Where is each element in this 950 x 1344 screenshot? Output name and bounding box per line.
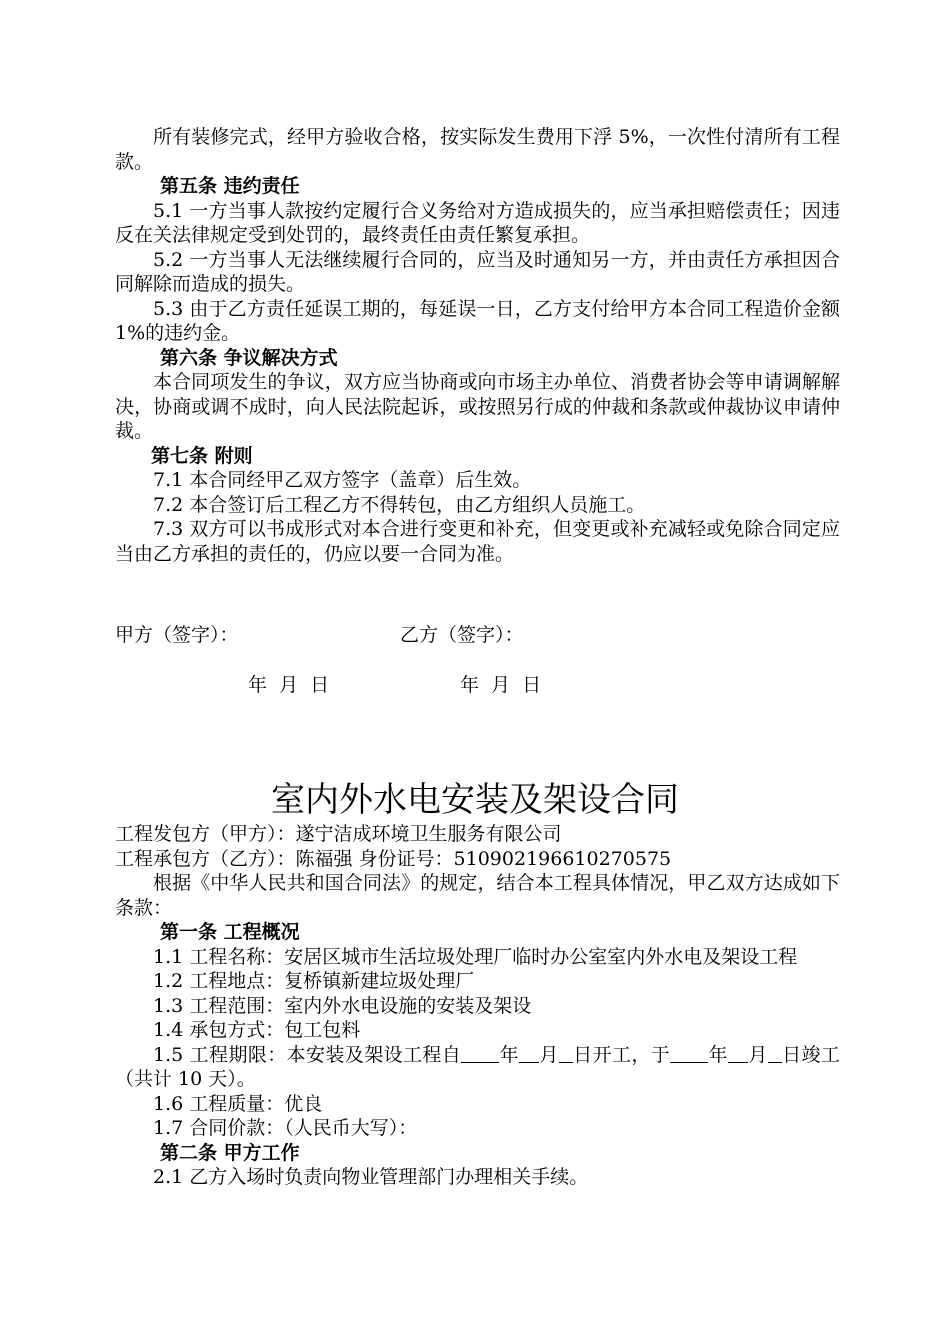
clause-2-1: 2.1 乙方入场时负责向物业管理部门办理相关手续。 [153, 1166, 589, 1188]
clause-1-6: 1.6 工程质量：优良 [153, 1092, 323, 1115]
party-a-date: 年 月 日 [248, 674, 330, 696]
end-year-label: 年 [708, 1043, 728, 1066]
employer-line: 工程发包方（甲方）：遂宁洁成环境卫生服务有限公司 [115, 823, 562, 845]
clause-1-1: 1.1 工程名称：安居区城市生活垃圾处理厂临时办公室室内外水电及架设工程 [153, 945, 798, 968]
clause-7-2: 7.2 本合签订后工程乙方不得转包，由乙方组织人员施工。 [153, 493, 646, 516]
article-5-heading: 第五条 违约责任 [160, 175, 300, 197]
clause-1-7: 1.7 合同价款：（人民币大写）： [153, 1117, 418, 1139]
end-day-label: 日竣工（共计 10 天）。 [115, 1043, 840, 1090]
party-b-date: 年 月 日 [460, 674, 542, 696]
clause-1-5-prefix: 1.5 工程期限：本安装及架设工程自 [153, 1043, 462, 1066]
intro-paragraph: 根据《中华人民共和国合同法》的规定，结合本工程具体情况，甲乙双方达成如下条款： [115, 872, 840, 919]
payment-paragraph: 所有装修完式，经甲方验收合格，按实际发生费用下浮 5%，一次性付清所有工程款。 [115, 126, 840, 173]
clause-5-1: 5.1 一方当事人款按约定履行合义务给对方造成损失的，应当承担赔偿责任；因违反在关法律规定受到处罚的，最终责任由责任繁复承担。 [115, 199, 840, 246]
end-year-blank [670, 1044, 708, 1063]
start-year-blank [461, 1044, 499, 1063]
start-day-blank [559, 1044, 573, 1063]
article-7-heading: 第七条 附则 [151, 444, 253, 467]
clause-5-3: 5.3 由于乙方责任延误工期的，每延误一日，乙方支付给甲方本合同工程造价金额 1%的违约金。 [115, 297, 840, 344]
end-month-label: 月 [747, 1043, 768, 1066]
party-a-signature-label: 甲方（签字）： [115, 624, 239, 646]
article-1-heading: 第一条 工程概况 [160, 921, 300, 943]
clause-1-5 [115, 1043, 840, 1092]
start-month-label: 月 [538, 1043, 559, 1066]
start-year-label: 年 [499, 1043, 519, 1066]
start-day-label: 日开工，于 [572, 1043, 671, 1066]
clause-7-3: 7.3 双方可以书成形式对本合进行变更和补充，但变更或补充减轻或免除合同定应当由乙方承担的责任的，仍应以要一合同为准。 [115, 518, 840, 565]
clause-1-3: 1.3 工程范围：室内外水电设施的安装及架设 [153, 994, 532, 1017]
end-day-blank [768, 1044, 782, 1063]
clause-1-2: 1.2 工程地点：复桥镇新建垃圾处理厂 [153, 970, 475, 992]
clause-1-4: 1.4 承包方式：包工包料 [153, 1019, 361, 1041]
clause-5-2: 5.2 一方当事人无法继续履行合同的，应当及时通知另一方，并由责任方承担因合同解除而造成的损失。 [115, 248, 840, 295]
contract-part-1 [115, 125, 840, 566]
article-6-heading: 第六条 争议解决方式 [160, 346, 338, 369]
start-month-blank [519, 1044, 539, 1063]
contractor-line: 工程承包方（乙方）：陈福强 身份证号：510902196610270575 [115, 847, 672, 870]
clause-7-1: 7.1 本合同经甲乙双方签字（盖章）后生效。 [153, 469, 532, 491]
contract-part-2 [115, 822, 840, 1190]
end-month-blank [728, 1044, 748, 1063]
clause-6: 本合同项发生的争议，双方应当协商或向市场主办单位、消费者协会等申请调解解决，协商或调不成时，向人民法院起诉，或按照另行成的仲裁和条款或仲裁协议申请仲裁。 [115, 371, 840, 442]
article-2-heading: 第二条 甲方工作 [160, 1141, 300, 1164]
contract-title: 室内外水电安装及架设合同 [271, 780, 679, 820]
party-b-signature-label: 乙方（签字）： [400, 624, 524, 646]
